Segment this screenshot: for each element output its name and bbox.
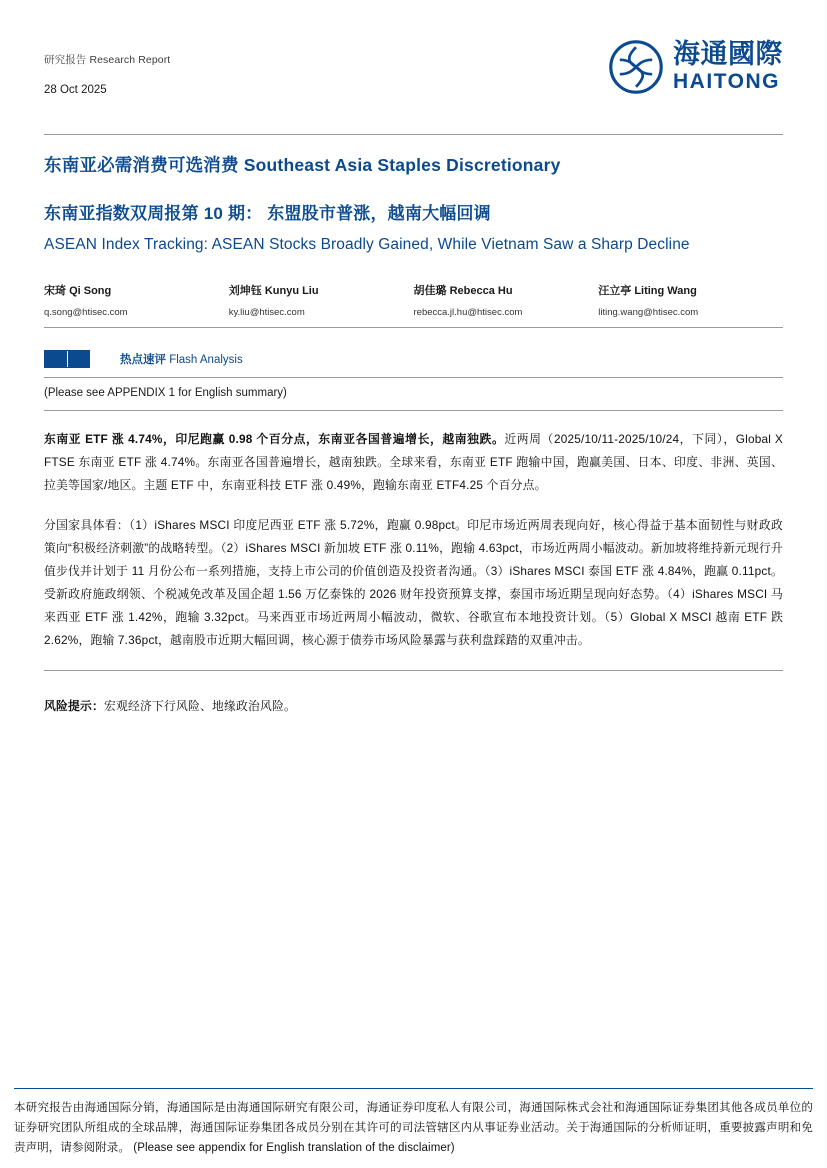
- haitong-logo-mark: [609, 40, 663, 94]
- author-name-cn: 汪立亭: [598, 285, 632, 297]
- summary-lead-bold: 东南亚 ETF 涨 4.74%，印尼跑赢 0.98 个百分点，东南亚各国普遍增长，越南独跌。: [44, 432, 505, 446]
- author-name: [229, 282, 414, 298]
- author-name-en: Rebecca Hu: [449, 285, 513, 297]
- report-label-cn: 研究报告: [44, 54, 87, 66]
- detail-paragraph: 分国家具体看：（1）iShares MSCI 印度尼西亚 ETF 涨 5.72%，跑赢 0.98pct。印尼市场近两周表现向好，核心得益于基本面韧性与财政政策向“积极经济刺激”的战略转型。（2）iShares MSCI 新加坡 ETF 涨 0.11%，跑输 4.63pct，市场近两周小幅波动。新加坡将维持新元现行升值步伐并计划于 11 月份公布一系列措施，支持上市公司的价值创造及投资者沟通。（3）iShares MSCI 泰国 ETF 涨 4.84%，跑赢 0.11pct。受新政府施政纲领、个税减免改革及国企超 1.56 万亿泰铢的 2026 财年投资预算支撑，泰国市场近期呈现向好态势。（4）iShares MSCI 马来西亚 ETF 涨 1.42%，跑输 3.32pct。马来西亚市场近两周小幅波动，微软、谷歌宣布本地投资计划。（5）Global X MSCI 越南 ETF 跌 2.62%，跑输 7.36pct，越南股市近期大幅回调，核心源于债券市场风险暴露与获利盘踩踏的双重冲击。: [44, 518, 783, 647]
- risk-divider: [44, 670, 783, 671]
- flash-analysis-row: [44, 350, 783, 368]
- author-name-en: Kunyu Liu: [264, 285, 319, 297]
- author-item: [44, 282, 229, 318]
- flash-swatch-icon: [44, 350, 90, 368]
- page-title: 东南亚必需消费可选消费 Southeast Asia Staples Discretionary: [44, 155, 561, 175]
- flash-divider: [44, 377, 783, 378]
- footer-divider: [14, 1088, 813, 1089]
- author-name-cn: 宋琦: [44, 285, 66, 297]
- author-item: [598, 282, 783, 318]
- report-label-en: Research Report: [89, 54, 171, 66]
- flash-analysis-label: [120, 351, 243, 367]
- author-name: [598, 282, 783, 298]
- subtitle-cn: 东南亚指数双周报第 10 期： 东盟股市普涨，越南大幅回调: [44, 204, 491, 223]
- authors-divider: [44, 327, 783, 328]
- page-header: [44, 0, 783, 124]
- author-item: [414, 282, 599, 318]
- author-name-cn: 胡佳璐: [413, 285, 447, 297]
- author-email[interactable]: liting.wang@htisec.com: [598, 307, 699, 318]
- author-email[interactable]: ky.liu@htisec.com: [228, 307, 305, 318]
- haitong-logo: [609, 40, 783, 94]
- flash-label-en: Flash Analysis: [169, 354, 243, 366]
- summary-lead-rest: 近两周（2025/10/11-2025/10/24，下同），Global X FTSE 东南亚 ETF 涨 4.74%。东南亚各国普遍增长，越南独跌。全球来看，东南亚 ETF 跑输中国，跑赢美国、日本、印度、非洲、英国、拉美等国家/地区。主题 ETF 中，东南亚科技 ETF 涨 0.49%，跑输东南亚 ETF4.25 个百分点。: [44, 432, 784, 492]
- author-name-cn: 刘坤钰: [228, 285, 262, 297]
- author-name-en: Liting Wang: [634, 285, 697, 297]
- risk-text: 宏观经济下行风险、地缘政治风险。: [104, 699, 296, 713]
- report-date: 28 Oct 2025: [44, 84, 107, 96]
- flash-label-cn: 热点速评: [120, 354, 166, 366]
- author-item: [229, 282, 414, 318]
- header-divider: [44, 134, 783, 135]
- author-email[interactable]: q.song@htisec.com: [44, 307, 128, 318]
- risk-notice: [44, 695, 783, 717]
- risk-label: 风险提示：: [44, 699, 104, 713]
- logo-text-stack: [673, 38, 783, 93]
- page-footer: [0, 1088, 827, 1168]
- summary-paragraph: [44, 428, 783, 497]
- logo-text-cn: 海通國際: [673, 38, 783, 69]
- disclaimer-text: 本研究报告由海通国际分销，海通国际是由海通国际研究有限公司，海通证券印度私人有限公司，海通国际株式会社和海通国际证券集团其他各成员单位的证券研究团队所组成的全球品牌，海通国际证券集团各成员分别在其许可的司法管辖区内从事证券业活动。关于海通国际的分析师证明，重要披露声明和免责声明，请参阅附录。 (Please see appendix for English translation of the disclaimer): [14, 1101, 813, 1154]
- author-name: [44, 282, 229, 298]
- author-list: [44, 282, 783, 318]
- subtitle-en: ASEAN Index Tracking: ASEAN Stocks Broadly Gained, While Vietnam Saw a Sharp Decline: [44, 236, 690, 253]
- author-name: [414, 282, 599, 298]
- appendix-divider: [44, 410, 783, 411]
- appendix-note: (Please see APPENDIX 1 for English summary): [44, 387, 287, 399]
- author-name-en: Qi Song: [69, 285, 112, 297]
- logo-text-en: HAITONG: [673, 69, 780, 93]
- author-email[interactable]: rebecca.jl.hu@htisec.com: [413, 307, 523, 318]
